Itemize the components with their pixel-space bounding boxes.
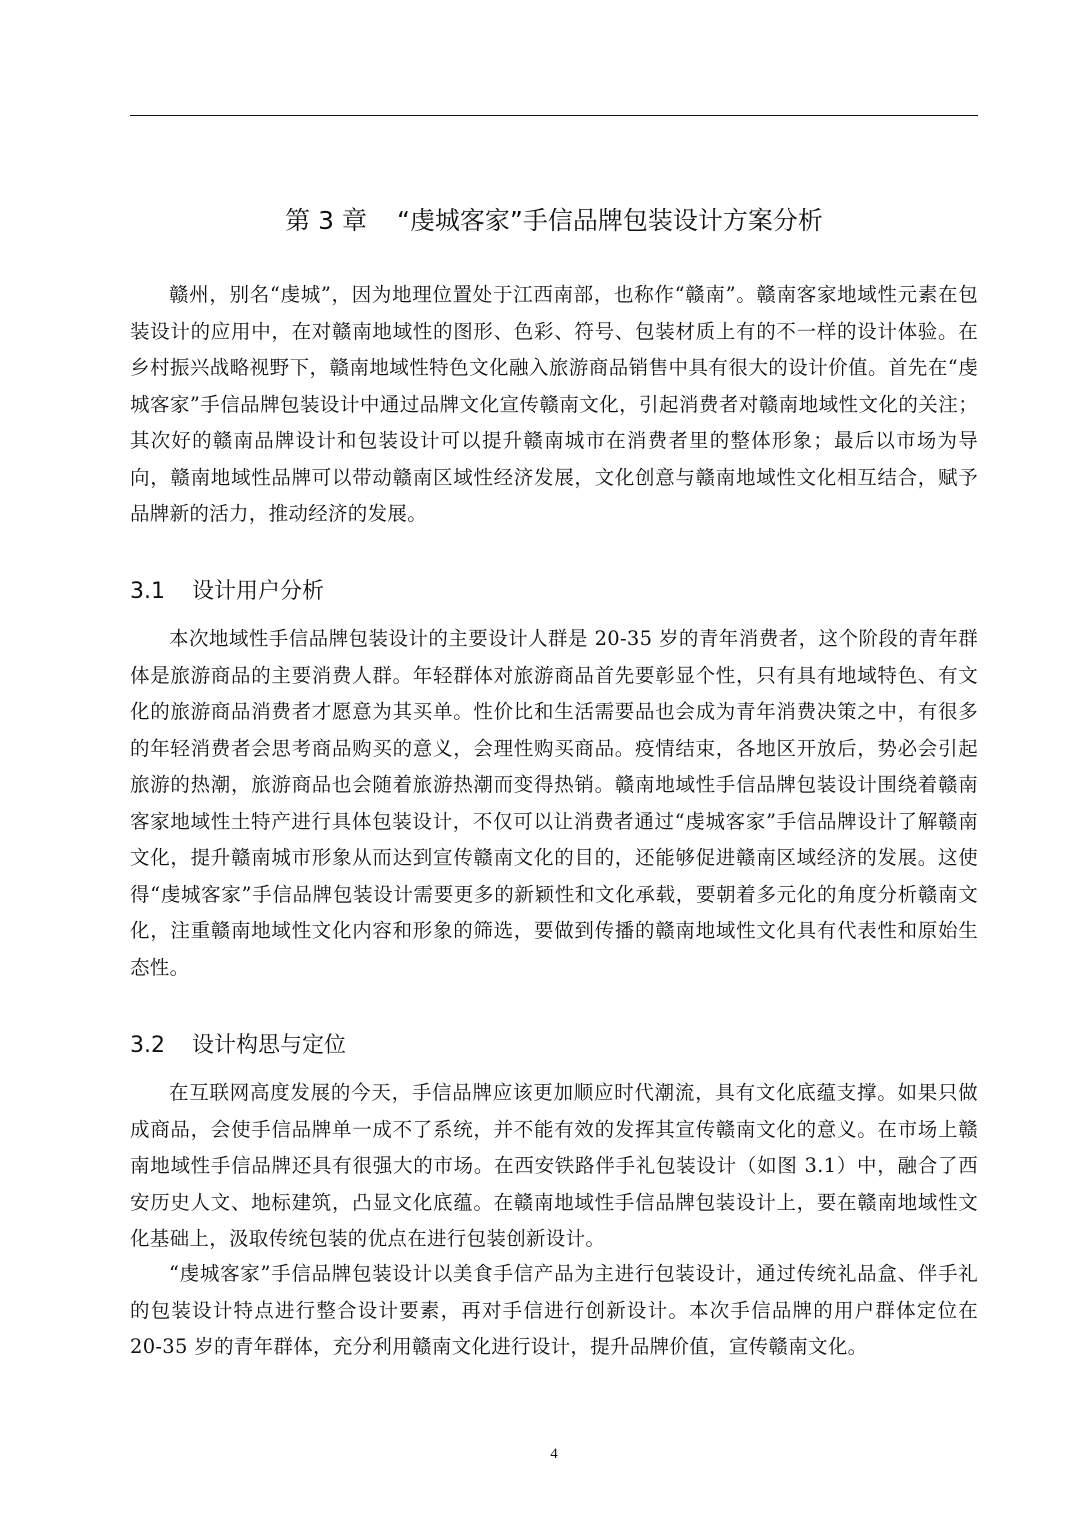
chapter-title — [130, 200, 978, 242]
section-number: 3.1 — [130, 579, 165, 604]
section-title: 设计构思与定位 — [192, 1033, 347, 1058]
section-heading-3-1 — [130, 572, 978, 612]
section-3-2-paragraph-2: “虔城客家”手信品牌包装设计以美食手信产品为主进行包装设计，通过传统礼品盒、伴手礼的包装设计特点进行整合设计要素，再对手信进行创新设计。本次手信品牌的用户群体定位在 20-35 岁的青年群体，充分利用赣南文化进行设计，提升品牌价值，宣传赣南文化。 — [130, 1262, 978, 1358]
section-3-1-paragraph: 本次地域性手信品牌包装设计的主要设计人群是 20-35 岁的青年消费者，这个阶段的青年群体是旅游商品的主要消费人群。年轻群体对旅游商品首先要彰显个性，只有具有地域特色、有文化的旅游商品消费者才愿意为其买单。性价比和生活需要品也会成为青年消费决策之中，有很多的年轻消费者会思考商品购买的意义，会理性购买商品。疫情结束，各地区开放后，势必会引起旅游的热潮，旅游商品也会随着旅游热潮而变得热销。赣南地域性手信品牌包装设计围绕着赣南客家地域性土特产进行具体包装设计，不仅可以让消费者通过“虔城客家”手信品牌设计了解赣南文化，提升赣南城市形象从而达到宣传赣南文化的目的，还能够促进赣南区域经济的发展。这使得“虔城客家”手信品牌包装设计需要更多的新颖性和文化承载，要朝着多元化的角度分析赣南文化，注重赣南地域性文化内容和形象的筛选，要做到传播的赣南地域性文化具有代表性和原始生态性。 — [130, 627, 978, 979]
section-heading-3-2 — [130, 1026, 978, 1066]
section-title: 设计用户分析 — [192, 579, 325, 604]
header-rule — [130, 115, 978, 116]
chapter-title-text: “虔城客家”手信品牌包装设计方案分析 — [396, 206, 823, 235]
chapter-number: 第 3 章 — [285, 206, 367, 235]
section-number: 3.2 — [130, 1033, 165, 1058]
section-3-2-paragraph-1: 在互联网高度发展的今天，手信品牌应该更加顺应时代潮流，具有文化底蕴支撑。如果只做成商品，会使手信品牌单一成不了系统，并不能有效的发挥其宣传赣南文化的意义。在市场上赣南地域性手信品牌还具有很强大的市场。在西安铁路伴手礼包装设计（如图 3.1）中，融合了西安历史人文、地标建筑，凸显文化底蕴。在赣南地域性手信品牌包装设计上，要在赣南地域性文化基础上，汲取传统包装的优点在进行包装创新设计。 — [130, 1081, 978, 1250]
page-number: 4 — [550, 1446, 558, 1462]
intro-paragraph: 赣州，别名“虔城”，因为地理位置处于江西南部，也称作“赣南”。赣南客家地域性元素在包装设计的应用中，在对赣南地域性的图形、色彩、符号、包装材质上有的不一样的设计体验。在乡村振兴战略视野下，赣南地域性特色文化融入旅游商品销售中具有很大的设计价值。首先在“虔城客家”手信品牌包装设计中通过品牌文化宣传赣南文化，引起消费者对赣南地域性文化的关注；其次好的赣南品牌设计和包装设计可以提升赣南城市在消费者里的整体形象；最后以市场为导向，赣南地域性品牌可以带动赣南区域性经济发展，文化创意与赣南地域性文化相互结合，赋予品牌新的活力，推动经济的发展。 — [130, 283, 978, 525]
